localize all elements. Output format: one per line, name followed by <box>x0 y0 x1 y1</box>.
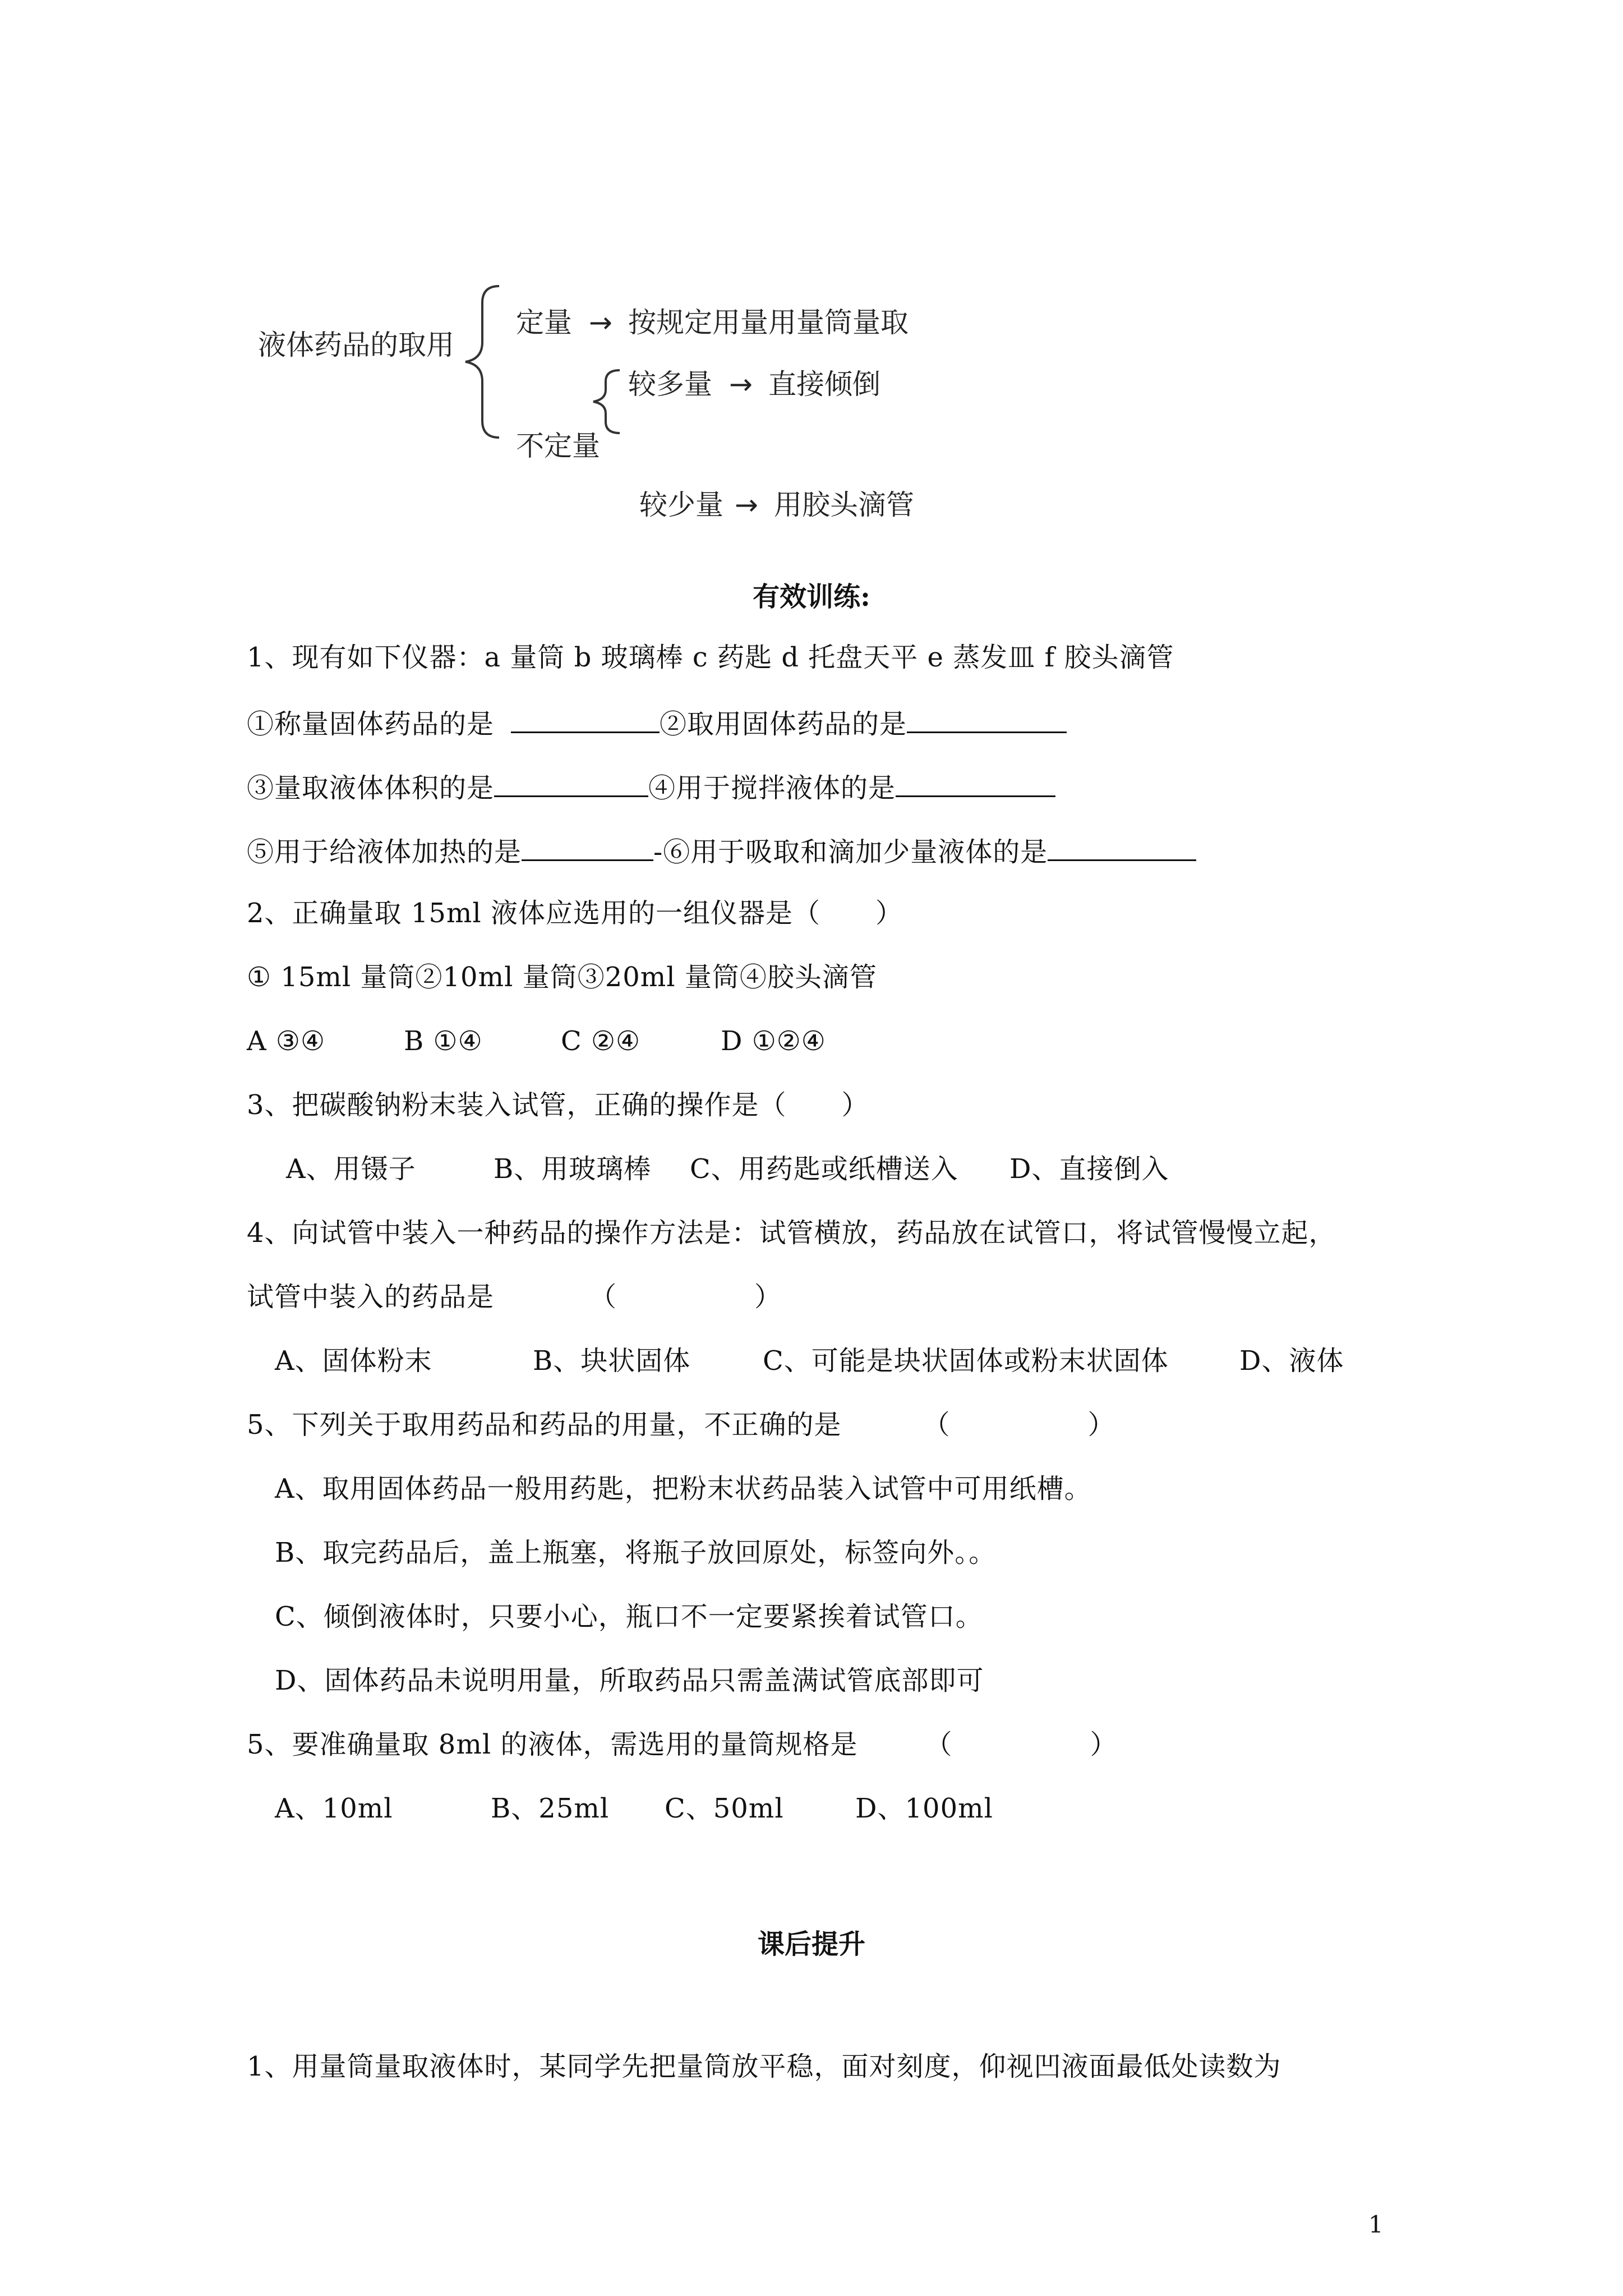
q1-part-1: ①称量固体药品的是 <box>247 708 495 740</box>
fixed-action: 按规定用量用量筒量取 <box>628 306 909 339</box>
answer-blank[interactable] <box>896 772 1055 797</box>
question-5-stem <box>247 1409 1115 1441</box>
arrow-icon: → <box>589 306 612 339</box>
section-2-question-1: 1、用量筒量取液体时，某同学先把量筒放平稳，面对刻度，仰视凹液面最低处读数为 <box>247 2051 1281 2082</box>
q1-part-3: ③量取液体体积的是 <box>247 772 495 804</box>
fixed-label: 定量 <box>516 306 572 339</box>
answer-blank[interactable] <box>907 708 1067 733</box>
less-action: 用胶头滴管 <box>774 489 914 521</box>
question-6-option-c[interactable]: C、50ml <box>665 1793 784 1824</box>
q4-stem-text: 试管中装入的药品是 <box>247 1281 495 1313</box>
unfixed-label: 不定量 <box>516 430 600 462</box>
q1-part-4: ④用于搅拌液体的是 <box>648 772 896 804</box>
question-2-option-c[interactable]: C ②④ <box>561 1025 641 1057</box>
answer-blank[interactable] <box>511 708 660 733</box>
less-label: 较少量 <box>639 489 723 521</box>
question-6-option-d[interactable]: D、100ml <box>855 1793 993 1824</box>
section-title-after-class: 课后提升 <box>757 1929 865 1960</box>
q1-separator: - <box>653 836 663 868</box>
question-4-option-a[interactable]: A、固体粉末 <box>275 1345 432 1377</box>
question-5-option-a[interactable]: A、取用固体药品一般用药匙，把粉末状药品装入试管中可用纸槽。 <box>275 1473 1092 1504</box>
q5-answer-paren: （ ） <box>923 1409 1115 1441</box>
sub-brace <box>593 370 620 433</box>
question-3-option-b[interactable]: B、用玻璃棒 <box>494 1153 652 1185</box>
question-5-option-b[interactable]: B、取完药品后，盖上瓶塞，将瓶子放回原处，标签向外。。 <box>275 1537 997 1568</box>
question-3-option-a[interactable]: A、用镊子 <box>286 1153 416 1185</box>
more-label: 较多量 <box>628 368 712 401</box>
more-action: 直接倾倒 <box>768 368 880 401</box>
question-4-option-d[interactable]: D、液体 <box>1239 1345 1344 1377</box>
diagram-root: 液体药品的取用 <box>258 329 454 361</box>
q4-answer-paren: （ ） <box>589 1281 782 1313</box>
question-2-stem: 2、正确量取 15ml 液体应选用的一组仪器是（ ） <box>247 898 903 929</box>
question-1-row-2 <box>247 772 1055 802</box>
answer-blank[interactable] <box>1048 836 1196 861</box>
question-1-row-1 <box>247 708 1067 738</box>
question-5-option-d[interactable]: D、固体药品未说明用量，所取药品只需盖满试管底部即可 <box>275 1665 984 1696</box>
q1-part-2: ②取用固体药品的是 <box>660 708 907 740</box>
page-number: 1 <box>1368 2211 1384 2238</box>
question-3-stem: 3、把碳酸钠粉末装入试管，正确的操作是（ ） <box>247 1089 869 1121</box>
question-6-option-a[interactable]: A、10ml <box>275 1793 393 1824</box>
liquid-reagent-diagram <box>241 269 998 550</box>
question-5-option-c[interactable]: C、倾倒液体时，只要小心，瓶口不一定要紧挨着试管口。 <box>275 1601 983 1632</box>
question-4-option-b[interactable]: B、块状固体 <box>533 1345 691 1377</box>
question-3-option-c[interactable]: C、用药匙或纸槽送入 <box>690 1153 958 1185</box>
q1-part-6: ⑥用于吸取和滴加少量液体的是 <box>663 836 1048 868</box>
question-4-stem-line-2 <box>247 1281 782 1313</box>
q6-answer-paren: （ ） <box>925 1729 1118 1760</box>
section-title-training: 有效训练: <box>753 581 870 613</box>
question-4-stem-line-1: 4、向试管中装入一种药品的操作方法是：试管横放，药品放在试管口，将试管慢慢立起， <box>247 1217 1336 1249</box>
answer-blank[interactable] <box>494 772 648 797</box>
arrow-icon: → <box>729 368 753 401</box>
question-1-row-3 <box>247 836 1196 866</box>
answer-blank[interactable] <box>522 836 653 861</box>
question-4-option-c[interactable]: C、可能是块状固体或粉末状固体 <box>763 1345 1169 1377</box>
question-1-stem: 1、现有如下仪器：a 量筒 b 玻璃棒 c 药匙 d 托盘天平 e 蒸发皿 f 胶头滴管 <box>247 642 1174 673</box>
question-3-option-d[interactable]: D、直接倒入 <box>1009 1153 1169 1185</box>
question-2-option-b[interactable]: B ①④ <box>404 1025 483 1057</box>
question-2-items: ① 15ml 量筒②10ml 量筒③20ml 量筒④胶头滴管 <box>247 961 877 993</box>
question-2-option-a[interactable]: A ③④ <box>247 1025 325 1057</box>
arrow-icon: → <box>735 489 758 521</box>
question-2-option-d[interactable]: D ①②④ <box>721 1025 826 1057</box>
main-brace <box>465 286 499 438</box>
question-6-stem <box>247 1731 1117 1758</box>
q1-part-5: ⑤用于给液体加热的是 <box>247 836 522 868</box>
question-6-option-b[interactable]: B、25ml <box>491 1793 610 1824</box>
q6-stem-text: 5、要准确量取 8ml 的液体，需选用的量筒规格是 <box>247 1729 858 1760</box>
q5-stem-text: 5、下列关于取用药品和药品的用量，不正确的是 <box>247 1409 842 1441</box>
